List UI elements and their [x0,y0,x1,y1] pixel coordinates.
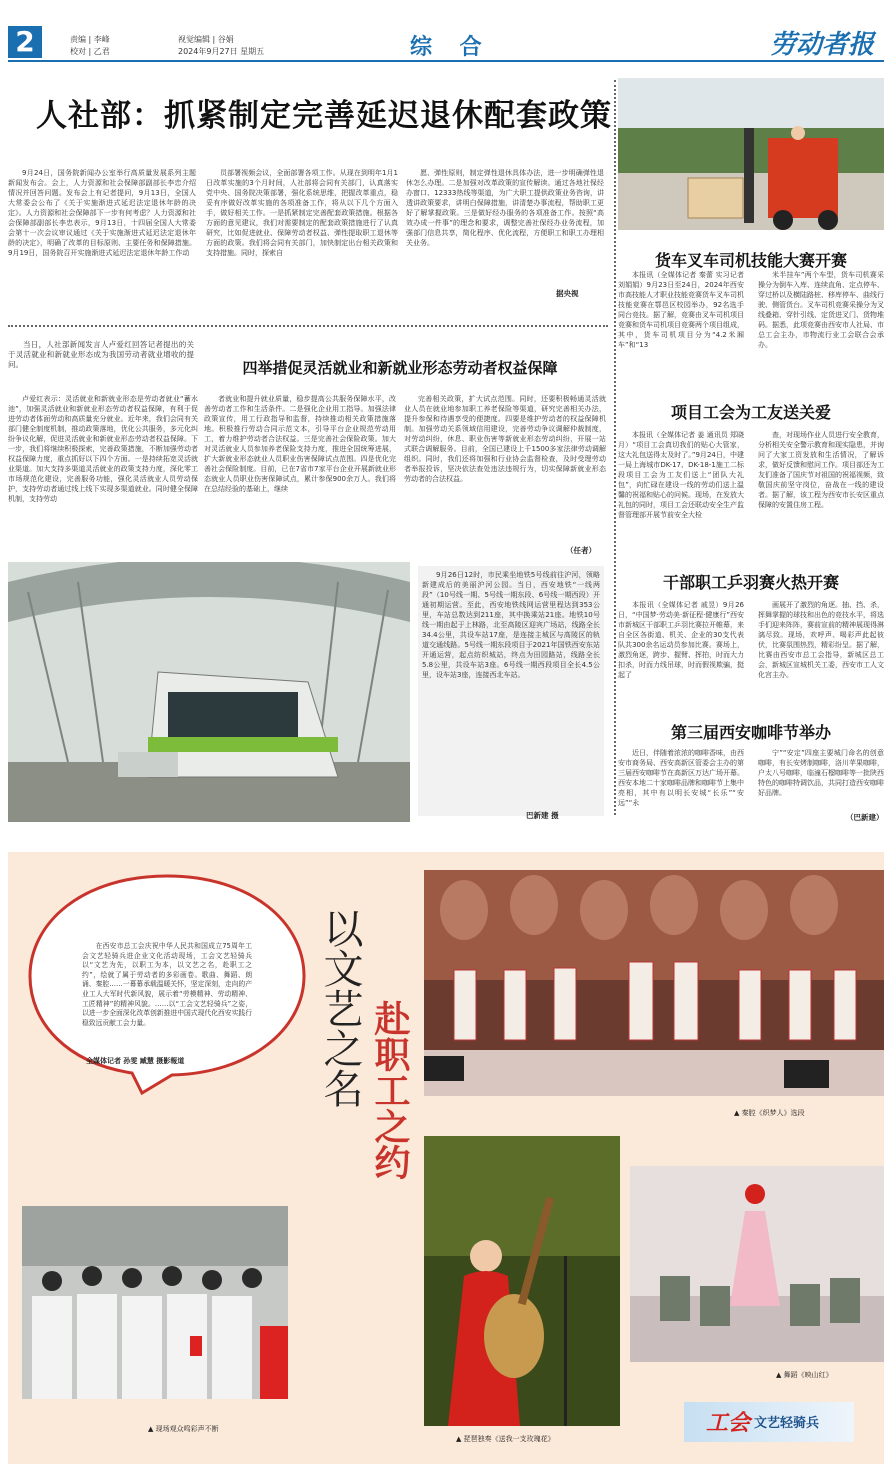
pingpong-col2: 画展开了激烈的角逐。抽、挡、杀，挥舞掌握的球技和出色的竞技水平，将选手们迎来阵阵，赛前宣前的精神展现得淋漓尽致。现场，欢呼声、喝彩声此起彼伏，比赛氛围热烈，精彩纷呈。据了解，比赛由西安市总工会指导，新城区总工会，新城区宣城机关工委，西安市工人文化宫主办。 [758,601,884,679]
pipa-photo-drawing [424,1136,620,1426]
logo-text: 文艺轻骑兵 [754,1416,820,1431]
flexible-credit: （任者） [566,546,596,555]
editor-line2: 校对 | 乙君 [70,47,110,56]
metro-credit: 巴新建 摄 [526,811,559,820]
dance-photo [630,1166,884,1362]
bubble-credit: 全媒体记者 孙雯 臧慧 摄影報道 [86,1057,185,1065]
caption-opera: ▲ 秦腔《织梦人》选段 [734,1109,805,1117]
union-col2: 查，对现场作业人员进行安全教育，分析相关安全警示教育和现实隐患，并询问了大家工资发放和生活情况，了解诉求，做好反馈和慰问工作。项目部还为工友们准备了国庆节对祖国的祝福视频，致敬国庆前坚守岗位，奋战在一线的建设者。据了解，该工程为西安市长安区重点保障的安置住房工程。 [758,431,884,509]
lead-col3: 愿、弹性原则，制定弹性退休具体办法，进一步明确弹性退休怎么办理。二是加强对改革政策的宣传解读。通过各地社保经办窗口、12333热线等渠道，为广大职工提供政策业务咨询，讲透讲政策要求，讲明白保障措施，讲清楚办事流程，帮助职工更好了解掌握政策。三是做好经办服务的各项准备工作。按照“高效办成一件事”的理念和要求，调整完善社保经办业务流程，加强部门信息共享，简化程序、优化流程，方便职工和职工办理相关业务。 [406,169,604,247]
forklift-col1: 本报讯（全媒体记者 秦蕾 实习记者刘娟娟）9月23日至24日，2024年西安市高技能人才职业技能竞赛货车叉车司机技能竞赛在鄠邑区校园举办，92名选手同台竞技。据了解，竞赛由叉车司机项目竞赛和货车司机项目竞赛两个项目组成，其中，货车司机项目分为“4.2米厢车”和“13 [618,271,744,349]
coffee-title: 第三届西安咖啡节举办 [670,723,831,742]
lead-col1: 9月24日，国务院新闻办公室举行高质量发展系列主题新闻发布会。会上，人力资源和社会保障部副部长李忠介绍情况并回答问题。发布会上有记者提问，9月13日，全国人大常委会公布了《关于实施渐进式延迟法定退休年龄的决定》。人力资源和社会保障部下一步有何考虑？人力资源和社会保障部副部长李忠表示，9月13日，十四届全国人大常委会第十一次会议审议通过《关于实施渐进式延迟法定退休年龄的决定》，明确了改革的目标原则、主要任务和保障措施。9月19日，国务院召开实施渐进式延迟法定退休年龄工作动 [8,169,196,257]
lead-headline: 人社部：抓紧制定完善延迟退休配套政策 [36,98,612,134]
metro-photo-drawing [8,562,410,822]
coffee-col1: 近日，伴随着浓浓的咖啡香味，由西安市商务局、西安高新区管委会主办的第三届西安咖啡节在高新区万达广场开幕。西安本地二十家咖啡品牌和咖啡节上集中亮相，其中有以明长安城“长乐”“安远”“永 [618,749,744,807]
coffee-credit: （巴新建） [846,813,884,822]
caption-audience: ▲ 现场观众鸣彩声不断 [148,1425,219,1433]
dance-photo-drawing [630,1166,884,1362]
metro-photo [8,562,410,822]
lead-credit: 据央视 [556,289,579,298]
art-editor: 视觉编辑 | 谷娟 [178,35,234,44]
forklift-title: 货车叉车司机技能大赛开赛 [654,251,847,270]
issue-date: 2024年9月27日 星期五 [178,47,265,56]
culture-logo [684,1402,854,1442]
flexible-col3: 完善相关政策，扩大试点范围。同时，还要积极畅通灵活就业人员在就业地参加职工养老保险等渠道，研究完善相关办法，提升参保和待遇享受的便捷度。四要是维护劳动者的权益保障机制。加强劳动关系领域信用建设，完善劳动争议调解仲裁制度，对劳动纠纷，休息、职业伤害等新就业形态劳动纠纷，开展一站式联合调解服务。目前，全国已建设上千1500多家法律劳动调解组织。同时，我们还将加强和行业协会监督检查，及时受理劳动者举报投诉，坚决依法查处违法违规行为，切实保障新就业形态劳动者的合法权益。 [404,395,606,483]
divider [8,325,608,327]
caption-pipa: ▲ 琵琶独奏《送我一支玫瑰花》 [456,1435,555,1443]
newspaper-logo: 劳动者报 [770,30,875,60]
forklift-photo-drawing [618,78,884,230]
feature-title-main: 以文艺之名 [317,908,363,1108]
logo-red-text: 工会 [706,1411,751,1436]
pingpong-title: 干部职工乒羽赛火热开赛 [662,573,839,592]
pipa-photo [424,1136,620,1426]
audience-photo-drawing [22,1206,288,1399]
audience-photo [22,1206,288,1399]
bubble-text: 在西安市总工会庆祝中华人民共和国成立75周年工会文艺轻骑兵进企业文化活动现场，工会文艺轻骑兵以“文艺为先，以职工为本，以文艺之名，赴职工之约”，绘就了属于劳动者的多彩画卷。歌曲、舞蹈、朗诵、秦腔……一幕幕承载温暖关怀，坚定深刻，走向的产业工人大军时代新风貌，展示着“劳模精神、劳动精神、工匠精神”的精神风貌。……以“工会文艺轻骑兵”之姿，以进一步全面深化改革创新推进中国式现代化西安实践行稳致远贡献工会力量。 [82,942,252,1027]
union-title: 项目工会为工友送关爱 [670,403,831,422]
column-divider [614,80,616,815]
flexible-intro: 当日，人社部新闻发言人卢爱红回答记者提出的关于灵活就业和新就业形态成为我国劳动者就业增收的提问。 [8,340,194,369]
forklift-photo [618,78,884,230]
flexible-col2: 者就业和提升就业质量，稳步提高公共服务保障水平，改善劳动者工作和生活条件。二是强化企业用工指导。加强法律政策宣传，用工行政指导和监督，持续推动相关政策措施落地。积极推行劳动合同示范文本，引导平台企业规范劳动用工，着力维护劳动者合法权益。三是完善社会保险政策。加大对灵活就业人员参加养老保险支持力度，推进全国统筹进展，扩大新就业形态就业人员职业伤害保障试点范围。四是优化完善社会保险制度。目前，已在7省市7家平台企业开展新就业形态就业人员职业伤害保障试点，累计参保900余万人。我们将在总结经验的基础上，继续 [204,395,396,493]
flexible-title: 四举措促灵活就业和新就业形态劳动者权益保障 [242,359,558,377]
caption-dance: ▲ 舞蹈《映山红》 [776,1371,833,1379]
union-col1: 本报讯（全媒体记者 姜 通讯员 郑晓月）“项目工会真切我们的贴心大管家，这大礼包送得太及时了。”9月24日，中建一局上海城市DK-17、DK-18-1施工二标段项目工会为工友们送上“团队大礼包”，向忙碌在建设一线的劳动们送上温馨的祝福和贴心的问候。现场，在发放大礼包的同时，项目工会还联动安全生产监督管理部开展节前安全大检 [618,431,744,519]
page-number: 2 [8,26,42,58]
opera-photo [424,870,884,1096]
forklift-col2: 米半挂车”两个车型，货车司机赛采操分为倒车入库、连续直角、定点停车、穿过桥以及横陆路桩、移库停车、曲线行驶、侧管货台。叉车司机竞赛采操分为叉线叠箱、穿针引线、定货进叉门、货物堆码。据悉，此项竞赛由西安市人社局、市总工会主办，市物流行业工会联合会承办。 [758,271,884,349]
header-rule [8,60,884,62]
flexible-col1: 卢爱红表示：灵活就业和新就业形态是劳动者就业“蓄水池”，加强灵活就业和新就业形态劳动者权益保障，有利于促进劳动者体面劳动和高质量充分就业。近年来，我们会同有关部门健全制度机制，推动政策落地，优化公共服务，多元化纠纷争议化解，促进灵活就业和新就业形态劳动者权益保障。下一步，我们将继续积极探索，完善政策措施，不断加强劳动者权益保障力度，重点抓好以下四个方面。一是持续拓宽灵活就业渠道。加大支持多渠道灵活就业的政策支持力度，深化零工市场规范化建设，完善服务功能，强化灵活就业人员劳动保护，支持劳动者通过线上线下实现多渠道就业。同时健全保障机制，支持劳动 [8,395,198,503]
feature-title-red: 赴职工之约 [369,1000,410,1180]
opera-photo-drawing [424,870,884,1096]
lead-col2: 员部署视频会议，全面部署各项工作。从现在到明年1月1日改革实施的3个月时间，人社部将会同有关部门，认真落实党中央、国务院决策部署，强化系统思维，把握改革重点，稳妥有序做好改革实施的各项准备工作，将从以下几个方面入手，做好相关工作。一是抓紧制定完善配套政策措施。根据各方面的意见建议，我们对需要制定的配套政策措施进行了认真研究，比如促进就业、保障劳动者权益、弹性提取职工退休等方面的政策。我们将会同有关部门，加快制定出台相关政策和支持措施。同时，探索自 [206,169,398,257]
editor-line1: 责编 | 李峰 [70,35,110,44]
section-title: 综 合 [410,35,492,60]
metro-text: 9月26日12时，市民乘坐地铁5号线前往沪河，领略新建成后的美丽沪河公园。当日，西安地铁“一线两段”（10号线一期、5号线一期东段、6号线一期西段）开通初期运营。至此，西安地铁线网运营里程达到353公里，车站总数达到211座，其中换乘站21座。地铁10号线一期由起于上林路，北至高陵区迎宾广场站，线路全长34.4公里，共设车站17座，是连接主城区与高陵区的轨道交通线路。5号线一期东段项目于2021年国铁西安东站开通运营，起点纺织城站，终点为田园路站，线路全长5.8公里，共设车站3座。6号线一期西段项目全长4.5公里，设车站3座，连接西北车站。 [418,566,604,816]
pingpong-col1: 本报讯（全媒体记者 戚昱）9月26日，“中国梦·劳动美·新征程·健康行”西安市新城区干部职工乒羽比赛拉开帷幕，来自全区各街道、机关、企业的30支代表队共300余名运动员参加比赛。赛场上，激烈角逐，跨步、握臂、挥拍，时而大力扣杀，时而力线吊球，时而假视欺骗，挺起了 [618,601,744,679]
coffee-col2: 宁”“安定”四座主要城门命名的创意咖啡，有长安烤制咖啡，洛川苹果咖啡，户太八号咖啡，临潼石榴咖啡等一批陕西特色的咖啡特调饮品，共同打造西安咖啡好品牌。 [758,749,884,797]
